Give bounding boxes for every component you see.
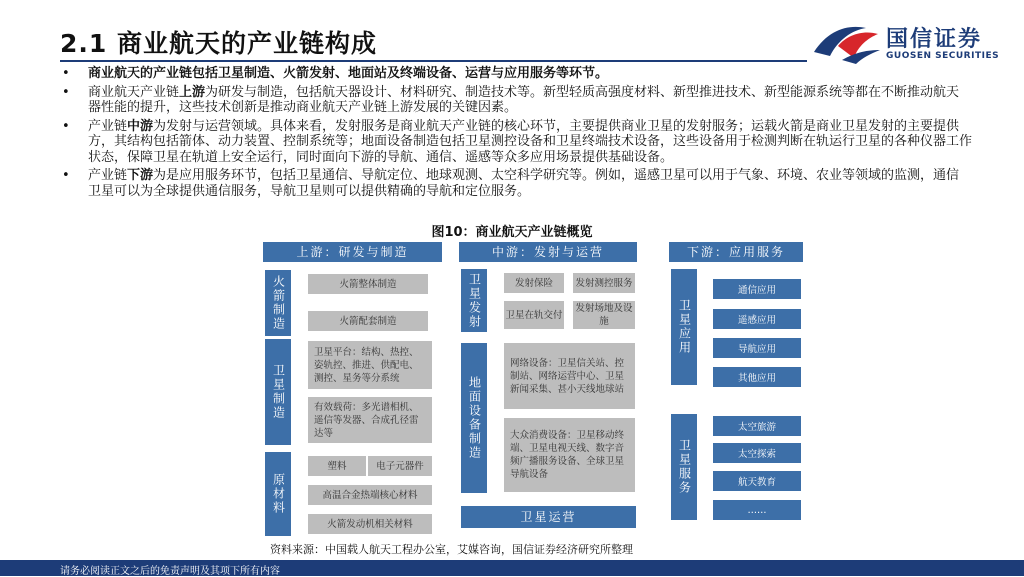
- bullet-bold: 中游: [127, 118, 154, 134]
- bullet-dot-icon: •: [62, 118, 70, 134]
- material-item: 火箭发动机相关材料: [308, 514, 432, 534]
- figure-title: 图10：商业航天产业链概览: [431, 225, 593, 240]
- service-item: ……: [713, 500, 801, 520]
- bullet-text: 产业链: [88, 118, 128, 134]
- satellite-manufacturing-label: 卫星制造: [265, 339, 291, 445]
- rocket-item: 火箭整体制造: [308, 274, 428, 294]
- bullet-dot-icon: •: [62, 168, 70, 183]
- launch-item: 发射场地及设施: [573, 301, 635, 329]
- logo-english: GUOSEN SECURITIES: [886, 51, 1000, 61]
- service-item: 太空探索: [713, 443, 801, 463]
- downstream-header: 下游：应用服务: [669, 242, 803, 262]
- satellite-payload-box: 有效载荷：多光谱相机、遥信等发器、合成孔径雷达等: [308, 397, 432, 443]
- bullet-text: 商业航天产业链: [88, 84, 180, 100]
- launch-item: 发射测控服务: [573, 273, 635, 293]
- launch-item: 卫星在轨交付: [504, 301, 564, 329]
- source-note: 资料来源：中国载人航天工程办公室，艾媒咨询，国信证券经济研究所整理: [270, 543, 633, 556]
- application-item: 导航应用: [713, 338, 801, 358]
- bullet-item: [62, 168, 972, 199]
- rocket-manufacturing-label: 火箭制造: [265, 270, 291, 336]
- upstream-header: 上游：研发与制造: [263, 242, 442, 262]
- material-item: 高温合金热端核心材料: [308, 485, 432, 505]
- satellite-application-label: 卫星应用: [671, 269, 697, 385]
- bullet-dot-icon: •: [62, 84, 70, 100]
- bullet-bold: 上游: [179, 84, 206, 100]
- service-item: 航天教育: [713, 471, 801, 491]
- raw-materials-label: 原材料: [265, 452, 291, 536]
- satellite-platform-box: 卫星平台：结构、热控、姿轨控、推进、供配电、测控、星务等分系统: [308, 341, 432, 389]
- logo-chinese: 国信证券: [886, 27, 983, 52]
- bullet-item: [62, 119, 972, 166]
- midstream-header: 中游：发射与运营: [459, 242, 637, 262]
- bullet-item: [62, 85, 972, 116]
- bullet-text: 为发射与运营领域。具体来看，发射服务是商业航天产业链的核心环节，主要提供商业卫星的发射服务；运载火箭是商业卫星发射的主要提供方，其结构包括箭体、动力装置、控制系统等；地面设备制造包括卫星测控设备和卫星终端技术设备，这些设备用于检测判断在轨运行卫星的各种仪器工作状态，保障卫星在轨道上安全运行，同时面向下游的导航、通信、遥感等众多应用场景提供基础设备。: [88, 118, 973, 165]
- application-item: 遥感应用: [713, 309, 801, 329]
- rocket-item: 火箭配套制造: [308, 311, 428, 331]
- material-item: 电子元器件: [368, 456, 432, 476]
- title-divider: [60, 60, 807, 62]
- bullet-text: 为是应用服务环节，包括卫星通信、导航定位、地球观测、太空科学研究等。例如，遥感卫星可以用于气象、环境、农业等领域的监测，通信卫星可以为全球提供通信服务，导航卫星则可以提供精确的导航和定位服务。: [88, 168, 960, 199]
- footer-disclaimer: 请务必阅读正文之后的免责声明及其项下所有内容: [60, 566, 280, 577]
- bullet-dot-icon: •: [62, 66, 70, 81]
- consumer-equipment-box: 大众消费设备：卫星移动终端、卫星电视天线、数字音频广播服务设备、全球卫星导航设备: [504, 418, 635, 492]
- bullet-text: 产业链: [88, 168, 128, 183]
- bullet-text: 为研发与制造，包括航天器设计、材料研究、制造技术等。新型轻质高强度材料、新型推进技术、新型能源系统等都在不断推动航天器性能的提升，这些技术创新是推动商业航天产业链上游发展的关键因素。: [88, 84, 960, 115]
- page-title: 2.1 商业航天的产业链构成: [60, 29, 377, 58]
- satellite-launch-label: 卫星发射: [461, 269, 487, 332]
- material-item: 塑料: [308, 456, 366, 476]
- bullet-list: [62, 66, 972, 202]
- network-equipment-box: 网络设备：卫星信关站、控制站、网络运营中心、卫星新闻采集、甚小天线地球站: [504, 343, 635, 409]
- launch-item: 发射保险: [504, 273, 564, 293]
- satellite-service-label: 卫星服务: [671, 414, 697, 520]
- application-item: 通信应用: [713, 279, 801, 299]
- application-item: 其他应用: [713, 367, 801, 387]
- bullet-bold: 商业航天的产业链包括卫星制造、火箭发射、地面站及终端设备、运营与应用服务等环节。: [88, 66, 609, 81]
- satellite-operations-bar: 卫星运营: [461, 506, 636, 528]
- bullet-bold: 下游: [127, 168, 154, 183]
- bullet-item: [62, 66, 972, 82]
- service-item: 太空旅游: [713, 416, 801, 436]
- ground-equipment-label: 地面设备制造: [461, 343, 487, 493]
